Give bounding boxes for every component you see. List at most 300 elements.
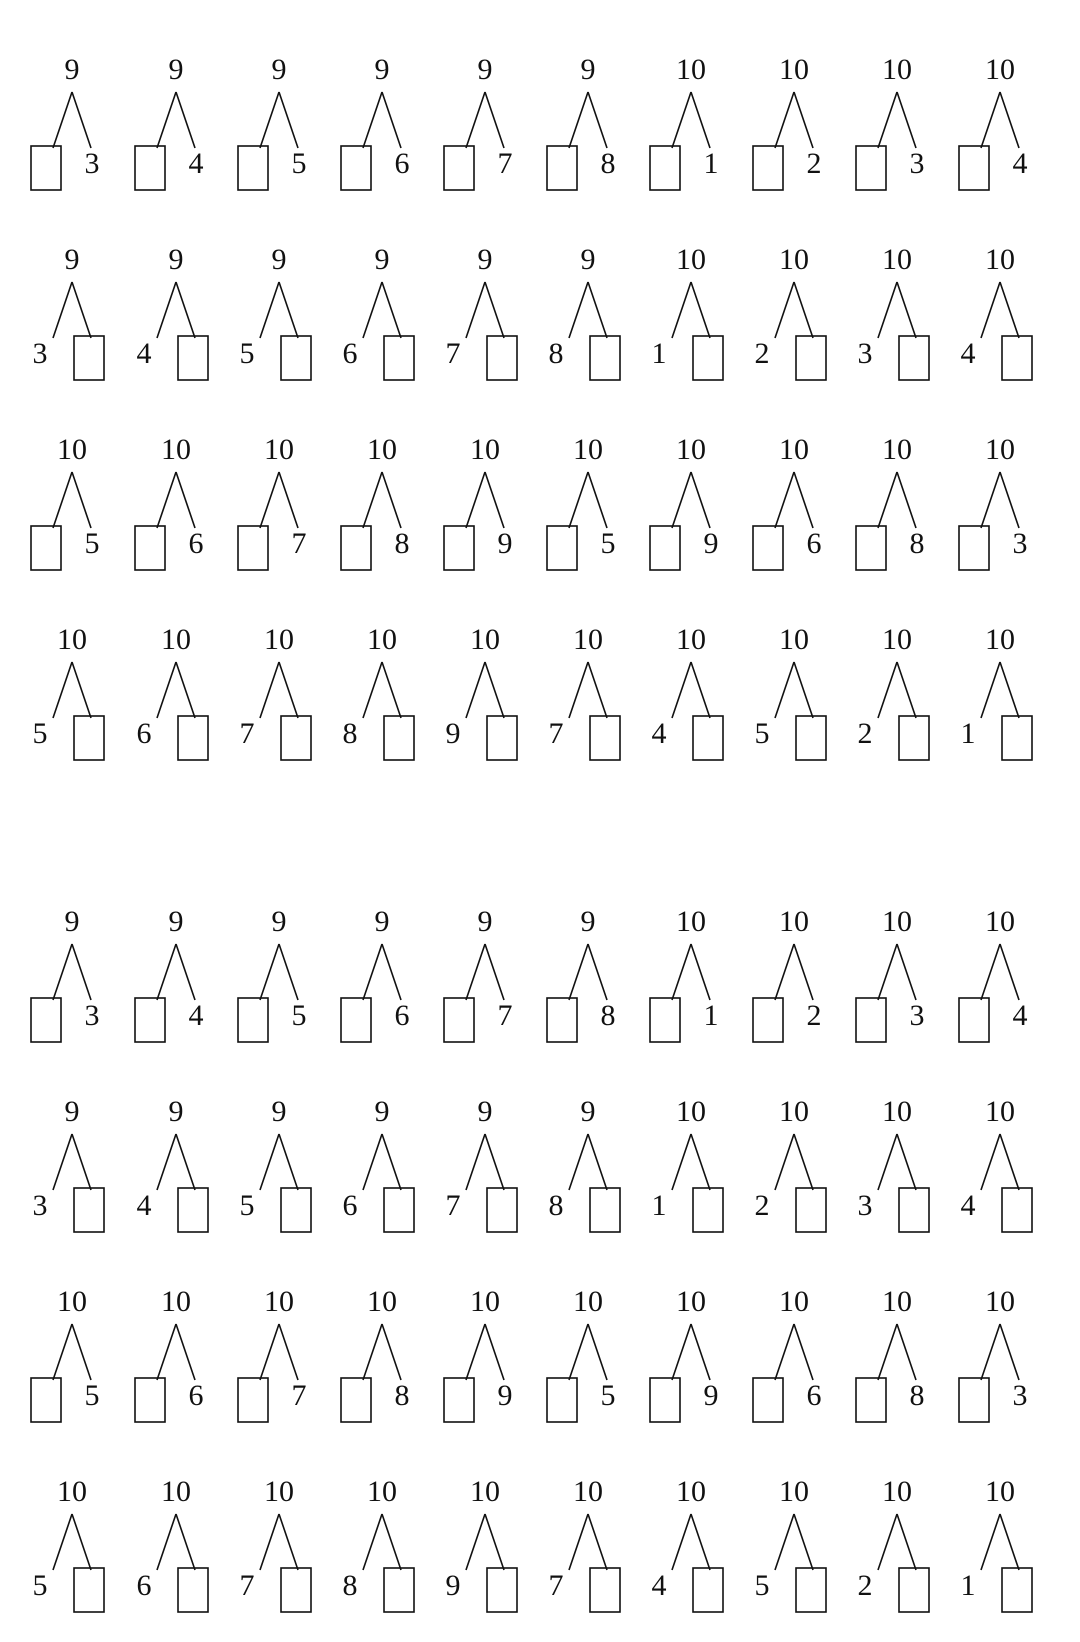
bond-part: 3 bbox=[32, 337, 48, 370]
number-bond bbox=[753, 1285, 822, 1422]
answer-box bbox=[238, 526, 268, 570]
bond-branch-left bbox=[775, 944, 794, 1000]
bond-part: 9 bbox=[703, 1379, 719, 1412]
answer-box bbox=[238, 1378, 268, 1422]
answer-box bbox=[238, 998, 268, 1042]
number-bond bbox=[959, 905, 1028, 1042]
number-bond bbox=[755, 243, 827, 380]
answer-box bbox=[693, 1568, 723, 1612]
bond-branch-left bbox=[363, 472, 382, 528]
bond-part: 9 bbox=[445, 717, 461, 750]
bond-total: 9 bbox=[477, 53, 493, 86]
number-bond bbox=[238, 1285, 307, 1422]
answer-box bbox=[487, 1188, 517, 1232]
number-bond bbox=[961, 623, 1033, 760]
bond-branch-right bbox=[72, 1324, 91, 1380]
bond-branch-right bbox=[1000, 1324, 1019, 1380]
bond-total: 10 bbox=[985, 1095, 1015, 1128]
bond-total: 10 bbox=[676, 243, 706, 276]
bond-branch-right bbox=[279, 282, 298, 338]
bond-branch-right bbox=[794, 1324, 813, 1380]
bond-branch-right bbox=[382, 1514, 401, 1570]
bond-branch-left bbox=[569, 92, 588, 148]
answer-box bbox=[590, 1188, 620, 1232]
bond-branch-left bbox=[981, 92, 1000, 148]
bond-row bbox=[31, 905, 1028, 1042]
bond-branch-left bbox=[775, 92, 794, 148]
bond-total: 10 bbox=[573, 1285, 603, 1318]
answer-box bbox=[856, 1378, 886, 1422]
answer-box bbox=[590, 716, 620, 760]
bond-part: 3 bbox=[857, 337, 873, 370]
bond-branch-right bbox=[794, 92, 813, 148]
bond-part: 7 bbox=[239, 717, 255, 750]
number-bond bbox=[652, 1475, 724, 1612]
bond-part: 7 bbox=[291, 1379, 307, 1412]
number-bond bbox=[135, 905, 204, 1042]
bond-total: 10 bbox=[676, 1475, 706, 1508]
number-bond bbox=[753, 53, 822, 190]
bond-branch-left bbox=[981, 472, 1000, 528]
bond-branch-right bbox=[485, 472, 504, 528]
bond-part: 2 bbox=[806, 147, 822, 180]
bond-branch-right bbox=[691, 1514, 710, 1570]
bond-branch-right bbox=[485, 92, 504, 148]
bond-part: 6 bbox=[136, 717, 152, 750]
number-bond bbox=[856, 905, 925, 1042]
bond-branch-right bbox=[1000, 282, 1019, 338]
bond-branch-right bbox=[794, 1514, 813, 1570]
bond-total: 10 bbox=[676, 905, 706, 938]
bond-branch-right bbox=[382, 92, 401, 148]
answer-box bbox=[650, 998, 680, 1042]
bond-branch-left bbox=[981, 1514, 1000, 1570]
bond-branch-left bbox=[878, 282, 897, 338]
bond-part: 6 bbox=[188, 1379, 204, 1412]
bond-total: 10 bbox=[779, 623, 809, 656]
bond-part: 9 bbox=[703, 527, 719, 560]
number-bond bbox=[240, 243, 312, 380]
bond-part: 5 bbox=[239, 1189, 255, 1222]
number-bond bbox=[959, 1285, 1028, 1422]
bond-part: 4 bbox=[1012, 147, 1028, 180]
bond-branch-right bbox=[72, 662, 91, 718]
bond-branch-left bbox=[878, 1324, 897, 1380]
bond-total: 10 bbox=[161, 1285, 191, 1318]
bond-total: 10 bbox=[470, 623, 500, 656]
bond-branch-right bbox=[382, 282, 401, 338]
number-bond bbox=[238, 433, 307, 570]
bond-part: 5 bbox=[291, 999, 307, 1032]
bond-branch-left bbox=[53, 92, 72, 148]
bond-branch-right bbox=[588, 472, 607, 528]
bond-branch-left bbox=[260, 282, 279, 338]
bond-total: 10 bbox=[779, 243, 809, 276]
bond-branch-left bbox=[981, 1134, 1000, 1190]
bond-total: 10 bbox=[882, 1285, 912, 1318]
bond-total: 10 bbox=[779, 1475, 809, 1508]
bond-branch-left bbox=[981, 662, 1000, 718]
answer-box bbox=[178, 1568, 208, 1612]
answer-box bbox=[341, 526, 371, 570]
number-bond bbox=[31, 1285, 100, 1422]
number-bond bbox=[137, 1475, 209, 1612]
answer-box bbox=[693, 336, 723, 380]
bond-branch-right bbox=[485, 1324, 504, 1380]
answer-box bbox=[74, 1188, 104, 1232]
answer-box bbox=[135, 146, 165, 190]
bond-branch-right bbox=[691, 1324, 710, 1380]
number-bond bbox=[652, 243, 724, 380]
bond-row bbox=[33, 623, 1033, 760]
bond-total: 10 bbox=[161, 623, 191, 656]
bond-part: 8 bbox=[394, 527, 410, 560]
number-bond bbox=[858, 1095, 930, 1232]
bond-total: 10 bbox=[676, 1285, 706, 1318]
answer-box bbox=[1002, 1568, 1032, 1612]
bond-branch-left bbox=[53, 1134, 72, 1190]
bond-part: 5 bbox=[32, 1569, 48, 1602]
bond-branch-left bbox=[363, 944, 382, 1000]
bond-total: 10 bbox=[676, 623, 706, 656]
bond-branch-left bbox=[878, 944, 897, 1000]
bond-branch-right bbox=[176, 662, 195, 718]
number-bond bbox=[547, 53, 616, 190]
bond-part: 4 bbox=[188, 147, 204, 180]
bond-branch-right bbox=[897, 92, 916, 148]
answer-box bbox=[959, 526, 989, 570]
number-bond bbox=[547, 1285, 616, 1422]
answer-box bbox=[31, 1378, 61, 1422]
answer-box bbox=[693, 716, 723, 760]
bond-total: 9 bbox=[168, 1095, 184, 1128]
number-bond bbox=[341, 1285, 410, 1422]
answer-box bbox=[341, 146, 371, 190]
answer-box bbox=[384, 336, 414, 380]
bond-part: 8 bbox=[909, 527, 925, 560]
bond-part: 7 bbox=[291, 527, 307, 560]
answer-box bbox=[590, 336, 620, 380]
bond-branch-right bbox=[588, 282, 607, 338]
bond-branch-left bbox=[466, 662, 485, 718]
number-bond bbox=[238, 905, 307, 1042]
bond-branch-left bbox=[466, 472, 485, 528]
bond-part: 5 bbox=[84, 1379, 100, 1412]
bond-branch-right bbox=[485, 662, 504, 718]
number-bond bbox=[755, 1475, 827, 1612]
answer-box bbox=[856, 526, 886, 570]
bond-total: 10 bbox=[264, 433, 294, 466]
bond-total: 10 bbox=[161, 1475, 191, 1508]
bond-branch-left bbox=[157, 282, 176, 338]
bond-total: 10 bbox=[882, 243, 912, 276]
bond-part: 1 bbox=[703, 147, 719, 180]
bond-branch-right bbox=[691, 472, 710, 528]
answer-box bbox=[899, 1568, 929, 1612]
bond-branch-left bbox=[878, 662, 897, 718]
bond-branch-left bbox=[157, 1514, 176, 1570]
bond-branch-right bbox=[1000, 1514, 1019, 1570]
bond-part: 2 bbox=[754, 1189, 770, 1222]
bond-total: 10 bbox=[985, 905, 1015, 938]
answer-box bbox=[135, 1378, 165, 1422]
bond-part: 2 bbox=[754, 337, 770, 370]
bond-part: 5 bbox=[239, 337, 255, 370]
bond-branch-left bbox=[569, 472, 588, 528]
bond-branch-right bbox=[72, 472, 91, 528]
answer-box bbox=[178, 336, 208, 380]
bond-branch-left bbox=[53, 944, 72, 1000]
number-bond bbox=[650, 53, 719, 190]
number-bond bbox=[549, 623, 621, 760]
answer-box bbox=[753, 146, 783, 190]
bond-branch-left bbox=[466, 1134, 485, 1190]
bond-branch-right bbox=[588, 944, 607, 1000]
bond-branch-left bbox=[363, 282, 382, 338]
bond-part: 1 bbox=[703, 999, 719, 1032]
bond-total: 9 bbox=[271, 243, 287, 276]
bond-total: 10 bbox=[779, 1285, 809, 1318]
bond-branch-left bbox=[466, 944, 485, 1000]
bond-branch-left bbox=[260, 1324, 279, 1380]
answer-box bbox=[753, 998, 783, 1042]
bond-total: 9 bbox=[271, 53, 287, 86]
number-bond bbox=[240, 1475, 312, 1612]
bond-branch-left bbox=[569, 1324, 588, 1380]
answer-box bbox=[1002, 1188, 1032, 1232]
bond-branch-right bbox=[897, 1324, 916, 1380]
bond-part: 8 bbox=[600, 147, 616, 180]
answer-box bbox=[74, 716, 104, 760]
number-bond bbox=[858, 243, 930, 380]
number-bond bbox=[31, 53, 100, 190]
bond-total: 9 bbox=[580, 243, 596, 276]
bond-part: 2 bbox=[806, 999, 822, 1032]
bond-branch-left bbox=[260, 1134, 279, 1190]
number-bond bbox=[135, 53, 204, 190]
bond-part: 1 bbox=[651, 337, 667, 370]
bond-branch-right bbox=[691, 1134, 710, 1190]
bond-branch-left bbox=[466, 1324, 485, 1380]
answer-box bbox=[487, 716, 517, 760]
answer-box bbox=[547, 526, 577, 570]
bond-total: 10 bbox=[985, 623, 1015, 656]
number-bond bbox=[856, 53, 925, 190]
number-bond bbox=[549, 1475, 621, 1612]
bond-total: 10 bbox=[779, 433, 809, 466]
bond-part: 7 bbox=[497, 147, 513, 180]
bond-total: 10 bbox=[985, 243, 1015, 276]
answer-box bbox=[444, 998, 474, 1042]
bond-part: 2 bbox=[857, 1569, 873, 1602]
bond-total: 9 bbox=[168, 53, 184, 86]
bond-total: 9 bbox=[64, 905, 80, 938]
bond-branch-right bbox=[691, 92, 710, 148]
bond-part: 8 bbox=[548, 1189, 564, 1222]
answer-box bbox=[959, 1378, 989, 1422]
bond-branch-left bbox=[775, 1134, 794, 1190]
bond-branch-right bbox=[382, 472, 401, 528]
worksheet-section bbox=[31, 905, 1032, 1612]
number-bond bbox=[446, 1475, 518, 1612]
bond-total: 10 bbox=[676, 433, 706, 466]
bond-part: 6 bbox=[394, 147, 410, 180]
bond-branch-right bbox=[279, 92, 298, 148]
answer-box bbox=[341, 998, 371, 1042]
bond-total: 10 bbox=[882, 1475, 912, 1508]
bond-row bbox=[31, 433, 1028, 570]
answer-box bbox=[547, 1378, 577, 1422]
bond-total: 10 bbox=[367, 433, 397, 466]
answer-box bbox=[384, 1568, 414, 1612]
answer-box bbox=[753, 526, 783, 570]
bond-branch-right bbox=[897, 944, 916, 1000]
answer-box bbox=[281, 716, 311, 760]
bond-branch-right bbox=[691, 662, 710, 718]
bond-total: 9 bbox=[271, 905, 287, 938]
bond-branch-left bbox=[981, 944, 1000, 1000]
bond-part: 6 bbox=[188, 527, 204, 560]
answer-box bbox=[753, 1378, 783, 1422]
number-bond bbox=[547, 905, 616, 1042]
bond-branch-left bbox=[878, 92, 897, 148]
bond-branch-right bbox=[279, 1134, 298, 1190]
bond-part: 6 bbox=[136, 1569, 152, 1602]
bond-total: 10 bbox=[367, 623, 397, 656]
bond-total: 10 bbox=[779, 53, 809, 86]
bond-branch-left bbox=[672, 282, 691, 338]
answer-box bbox=[856, 146, 886, 190]
bond-branch-right bbox=[382, 1134, 401, 1190]
bond-branch-right bbox=[897, 472, 916, 528]
bond-branch-right bbox=[279, 662, 298, 718]
bond-row bbox=[33, 1475, 1033, 1612]
bond-part: 5 bbox=[754, 717, 770, 750]
answer-box bbox=[135, 998, 165, 1042]
bond-total: 9 bbox=[374, 1095, 390, 1128]
bond-branch-left bbox=[363, 662, 382, 718]
bond-total: 10 bbox=[57, 1475, 87, 1508]
answer-box bbox=[74, 336, 104, 380]
bond-branch-right bbox=[176, 472, 195, 528]
bond-part: 4 bbox=[136, 1189, 152, 1222]
bond-part: 5 bbox=[754, 1569, 770, 1602]
bond-branch-right bbox=[485, 1134, 504, 1190]
bond-branch-left bbox=[878, 1514, 897, 1570]
bond-branch-left bbox=[775, 662, 794, 718]
bond-branch-left bbox=[363, 1134, 382, 1190]
answer-box bbox=[650, 1378, 680, 1422]
bond-branch-right bbox=[279, 1514, 298, 1570]
answer-box bbox=[238, 146, 268, 190]
answer-box bbox=[384, 716, 414, 760]
worksheet-section bbox=[31, 53, 1032, 760]
bond-branch-left bbox=[878, 472, 897, 528]
bond-branch-right bbox=[72, 1514, 91, 1570]
bond-branch-left bbox=[672, 472, 691, 528]
bond-total: 9 bbox=[580, 53, 596, 86]
bond-branch-right bbox=[794, 662, 813, 718]
bond-total: 9 bbox=[168, 905, 184, 938]
bond-branch-right bbox=[794, 1134, 813, 1190]
bond-total: 10 bbox=[676, 1095, 706, 1128]
number-bond bbox=[135, 433, 204, 570]
number-bond bbox=[135, 1285, 204, 1422]
answer-box bbox=[650, 146, 680, 190]
bond-total: 10 bbox=[57, 1285, 87, 1318]
bond-total: 10 bbox=[573, 433, 603, 466]
bond-part: 8 bbox=[342, 1569, 358, 1602]
bond-part: 9 bbox=[497, 527, 513, 560]
bond-part: 4 bbox=[188, 999, 204, 1032]
bond-branch-left bbox=[157, 944, 176, 1000]
bond-total: 10 bbox=[367, 1285, 397, 1318]
bond-branch-left bbox=[157, 1134, 176, 1190]
bond-total: 9 bbox=[580, 905, 596, 938]
number-bond bbox=[341, 53, 410, 190]
number-bond bbox=[856, 433, 925, 570]
answer-box bbox=[281, 1188, 311, 1232]
number-bond bbox=[444, 53, 513, 190]
bond-branch-right bbox=[176, 282, 195, 338]
answer-box bbox=[178, 716, 208, 760]
number-bond bbox=[446, 1095, 518, 1232]
number-bond bbox=[650, 905, 719, 1042]
number-bond bbox=[650, 433, 719, 570]
bond-total: 9 bbox=[580, 1095, 596, 1128]
bond-total: 10 bbox=[264, 1285, 294, 1318]
bond-part: 6 bbox=[342, 1189, 358, 1222]
bond-branch-right bbox=[176, 1324, 195, 1380]
bond-branch-right bbox=[897, 662, 916, 718]
bond-branch-right bbox=[588, 662, 607, 718]
number-bond bbox=[446, 623, 518, 760]
answer-box bbox=[135, 526, 165, 570]
bond-branch-right bbox=[1000, 944, 1019, 1000]
answer-box bbox=[1002, 336, 1032, 380]
number-bond bbox=[33, 623, 105, 760]
bond-branch-left bbox=[260, 472, 279, 528]
bond-part: 4 bbox=[651, 717, 667, 750]
bond-part: 3 bbox=[909, 147, 925, 180]
number-bond bbox=[549, 243, 621, 380]
bond-part: 1 bbox=[960, 717, 976, 750]
bond-branch-right bbox=[382, 944, 401, 1000]
bond-part: 7 bbox=[239, 1569, 255, 1602]
answer-box bbox=[899, 336, 929, 380]
bond-part: 8 bbox=[342, 717, 358, 750]
number-bond bbox=[755, 623, 827, 760]
bond-part: 3 bbox=[909, 999, 925, 1032]
bond-total: 10 bbox=[573, 1475, 603, 1508]
number-bond bbox=[755, 1095, 827, 1232]
number-bond bbox=[444, 433, 513, 570]
number-bond bbox=[753, 433, 822, 570]
bond-total: 10 bbox=[882, 623, 912, 656]
number-bond bbox=[137, 623, 209, 760]
bond-total: 10 bbox=[161, 433, 191, 466]
number-bond bbox=[961, 1475, 1033, 1612]
number-bond bbox=[343, 1475, 415, 1612]
bond-total: 9 bbox=[477, 905, 493, 938]
bond-branch-left bbox=[981, 1324, 1000, 1380]
bond-total: 9 bbox=[168, 243, 184, 276]
bond-total: 10 bbox=[470, 1285, 500, 1318]
number-bond bbox=[961, 243, 1033, 380]
bond-total: 9 bbox=[64, 1095, 80, 1128]
bond-branch-left bbox=[672, 662, 691, 718]
bond-branch-left bbox=[775, 282, 794, 338]
